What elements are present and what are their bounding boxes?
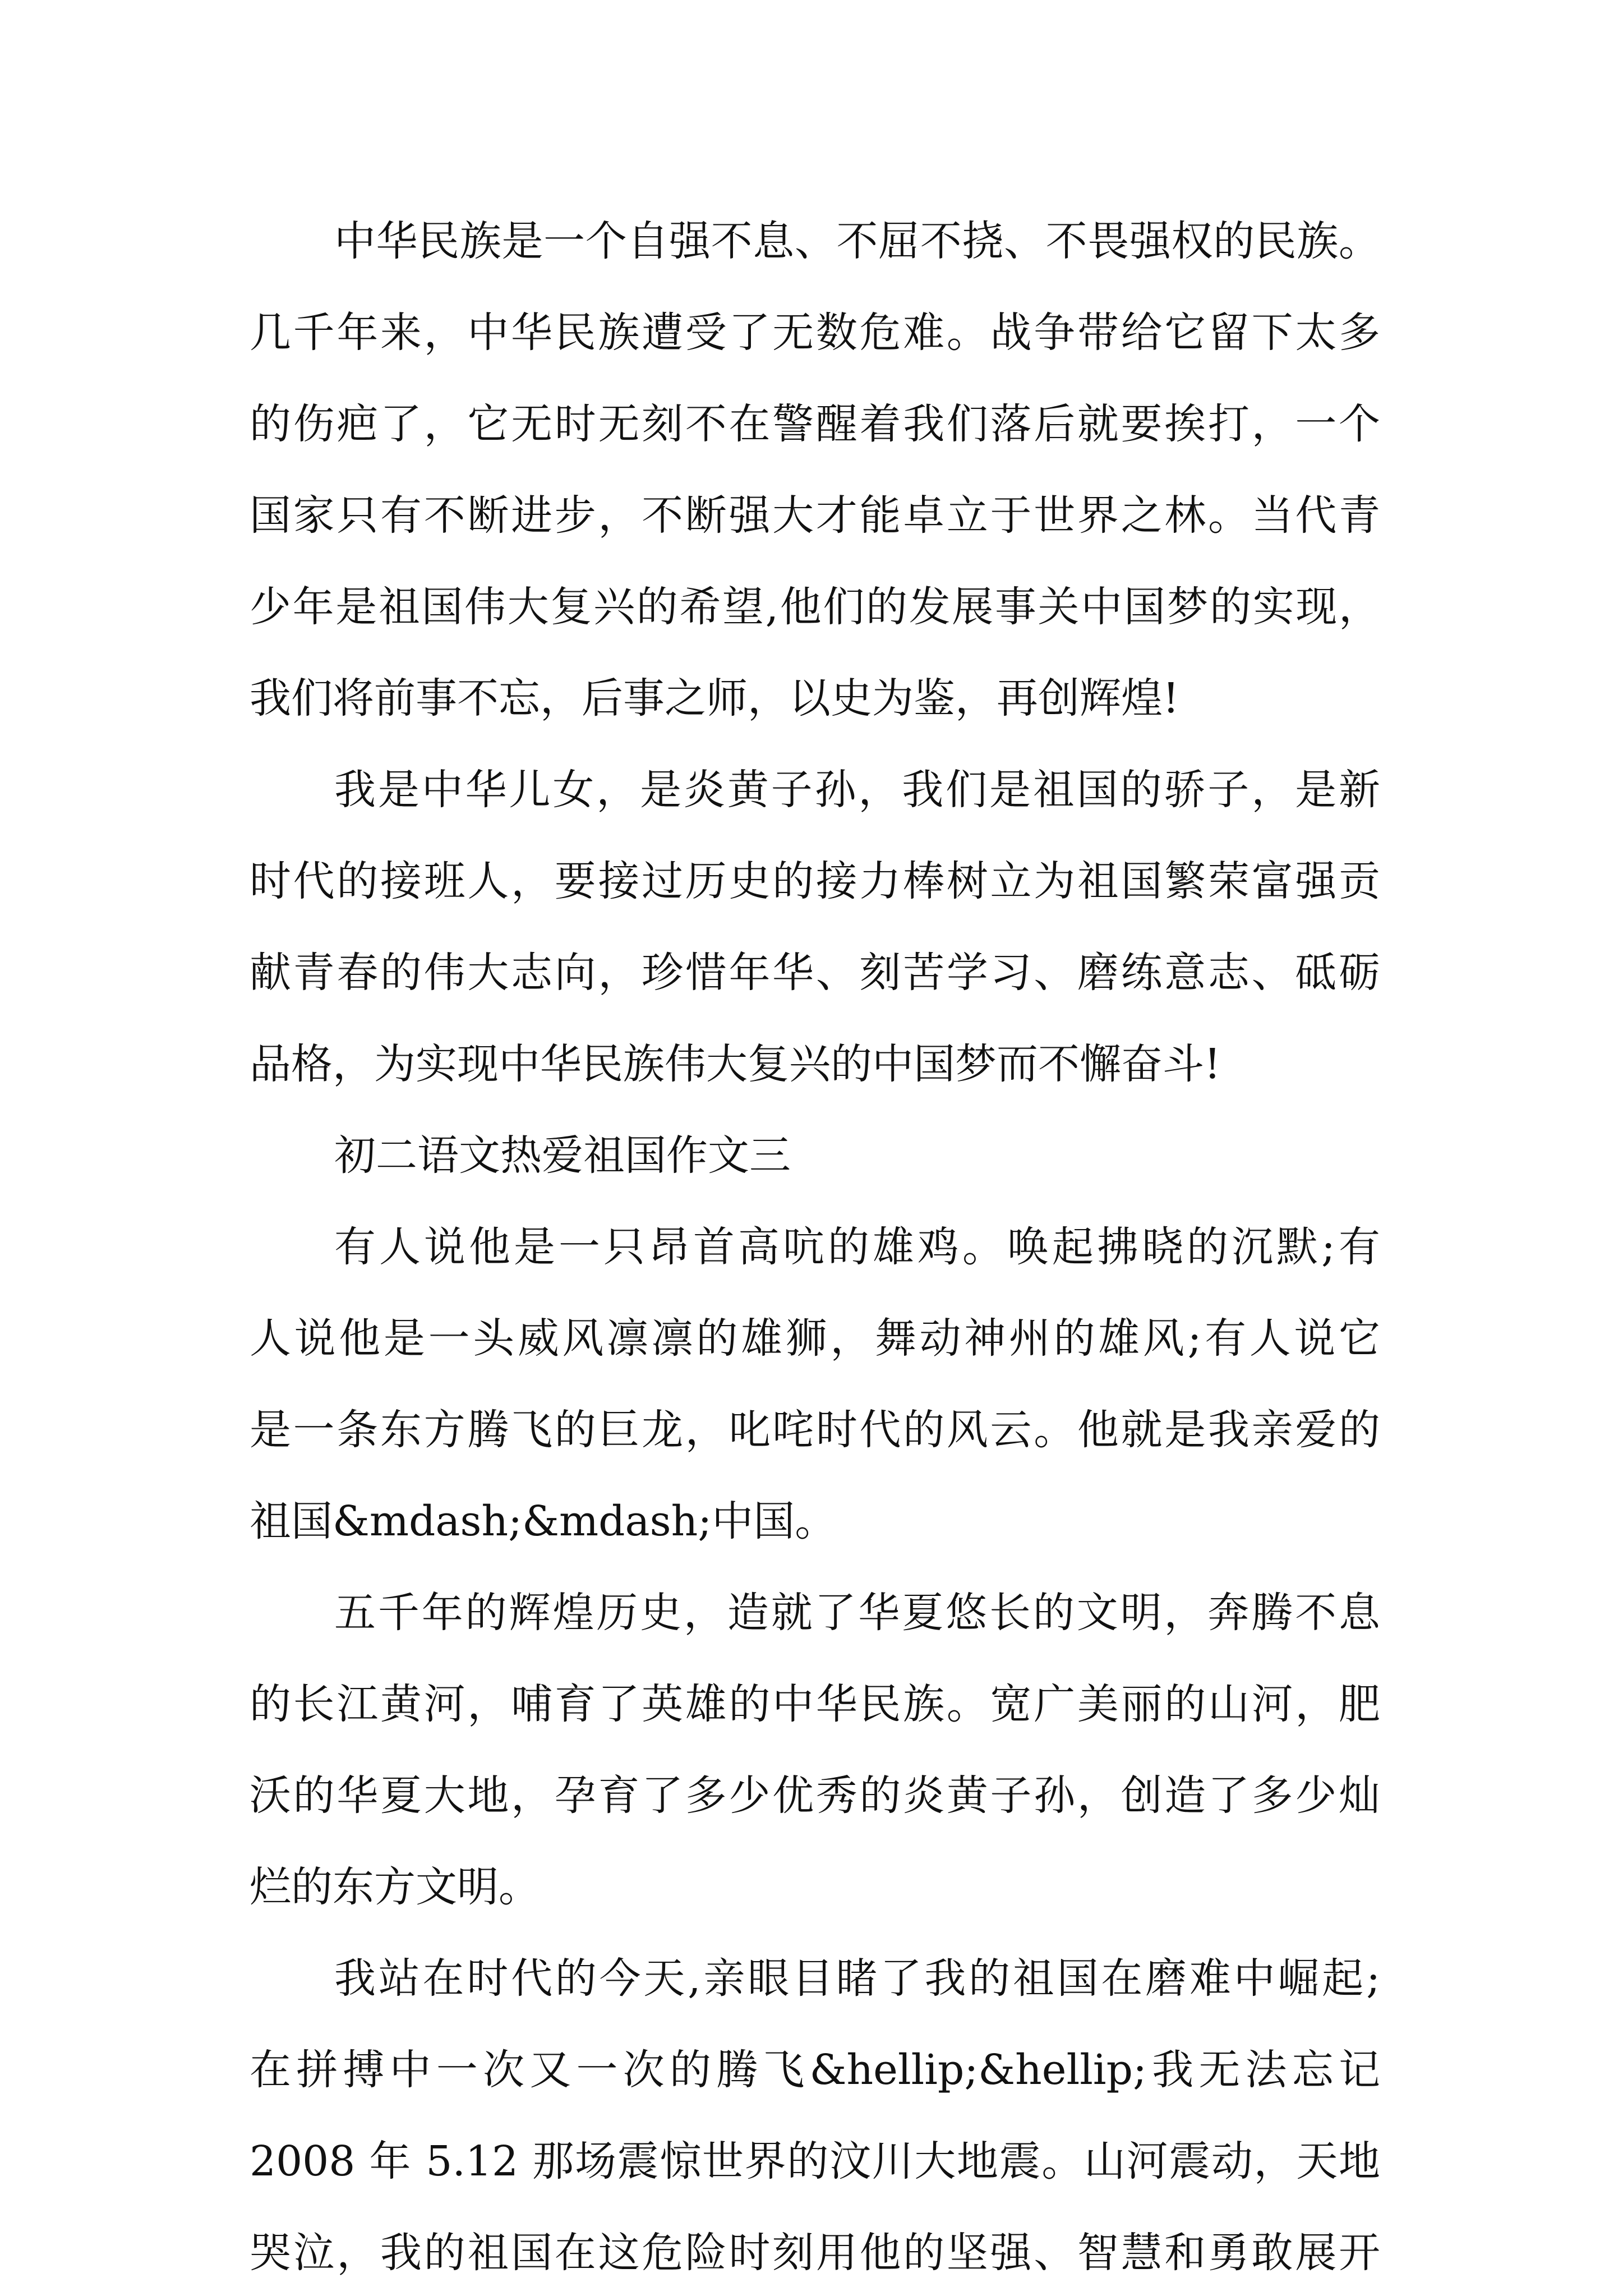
text-line: 几千年来，中华民族遭受了无数危难。战争带给它留下太多: [250, 309, 1380, 357]
text-line: 在拼搏中一次又一次的腾飞&hellip;&hellip;我无法忘记: [250, 2046, 1380, 2094]
text-line: 献青春的伟大志向，珍惜年华、刻苦学习、磨练意志、砥砺: [250, 949, 1380, 997]
text-line: 我站在时代的今天,亲眼目睹了我的祖国在磨难中崛起;: [334, 1954, 1380, 2003]
text-line: 沃的华夏大地，孕育了多少优秀的炎黄子孙，创造了多少灿: [250, 1772, 1380, 1820]
section-heading: 初二语文热爱祖国作文三: [334, 1131, 791, 1180]
text-line: 五千年的辉煌历史，造就了华夏悠长的文明，奔腾不息: [334, 1589, 1380, 1637]
text-line: 少年是祖国伟大复兴的希望,他们的发展事关中国梦的实现，: [250, 583, 1380, 631]
text-line: 哭泣，我的祖国在这危险时刻用他的坚强、智慧和勇敢展开: [250, 2229, 1380, 2277]
text-line: 的伤疤了，它无时无刻不在警醒着我们落后就要挨打，一个: [250, 400, 1380, 448]
text-line: 的长江黄河，哺育了英雄的中华民族。宽广美丽的山河，肥: [250, 1680, 1380, 1728]
text-line: 2008 年 5.12 那场震惊世界的汶川大地震。山河震动，天地: [250, 2137, 1380, 2185]
text-line: 人说他是一头威风凛凛的雄狮，舞动神州的雄风;有人说它: [250, 1314, 1380, 1363]
text-line: 是一条东方腾飞的巨龙，叱咤时代的风云。他就是我亲爱的: [250, 1406, 1380, 1454]
text-line: 国家只有不断进步，不断强大才能卓立于世界之林。当代青: [250, 491, 1380, 540]
text-line: 时代的接班人，要接过历史的接力棒树立为祖国繁荣富强贡: [250, 857, 1380, 905]
text-line: 我们将前事不忘，后事之师，以史为鉴，再创辉煌!: [250, 674, 1179, 723]
text-line: 祖国&mdash;&mdash;中国。: [250, 1497, 837, 1545]
text-line: 有人说他是一只昂首高吭的雄鸡。唤起拂晓的沉默;有: [334, 1223, 1380, 1271]
text-line: 烂的东方文明。: [250, 1863, 540, 1911]
text-line: 品格，为实现中华民族伟大复兴的中国梦而不懈奋斗!: [250, 1040, 1221, 1088]
text-line: 我是中华儿女，是炎黄子孙，我们是祖国的骄子，是新: [334, 766, 1380, 814]
text-line: 中华民族是一个自强不息、不屈不挠、不畏强权的民族。: [334, 217, 1380, 265]
